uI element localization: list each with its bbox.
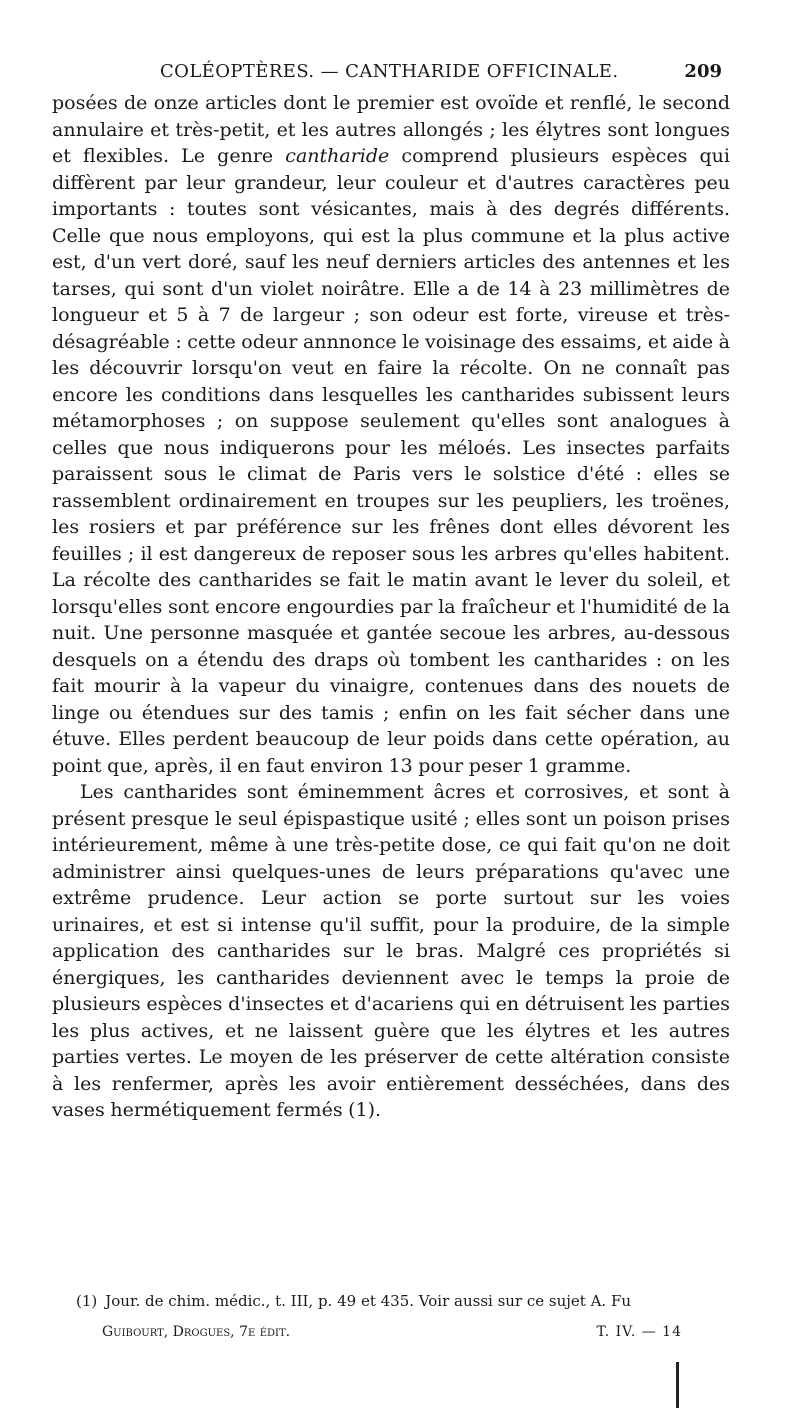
paragraph-1-part-b: comprend plusieurs espèces qui diffèrent par leur grandeur, leur couleur et d'autres caractères peu importants : toutes sont vésicantes, mais à des degrés différents. Celle que nous employons, qui est la plus commune et la plus active est, d'un vert doré, sauf les neuf derniers articles des antennes et les tarses, qui sont d'un violet noirâtre. Elle a de 14 à 23 millimètres de longueur et 5 à 7 de largeur ; son odeur est forte, vireuse et très-désagréable : cette odeur annnonce le voisinage des essaims, et aide à les découvrir lorsqu'on veut en faire la récolte. On ne connaît pas encore les conditions dans lesquelles les cantharides subissent leurs métamorphoses ; on suppose seulement qu'elles sont analogues à celles que nous indiquerons pour les méloés. Les insectes parfaits paraissent sous le climat de Paris vers le solstice d'été : elles se rassemblent ordinairement en troupes sur les peupliers, les troënes, les rosiers et par préférence sur les frênes dont elles dévorent les feuilles ; il est dangereux de reposer sous les arbres qu'elles habitent. La récolte des cantharides se fait le matin avant le lever du soleil, et lorsqu'elles sont encore engourdies par la fraîcheur et l'humidité de la nuit. Une personne masquée et gantée secoue les arbres, au-dessous desquels on a étendu des draps où tombent les cantharides : on les fait mourir à la vapeur du vinaigre, contenues dans des nouets de linge ou étendues sur des tamis ; enfin on les fait sécher dans une étuve. Elles perdent beaucoup de leur poids dans cette opération, au point que, après, il en faut environ 13 pour peser 1 gramme. [52, 145, 730, 777]
signature-line [102, 1324, 702, 1344]
footnote [76, 1292, 756, 1310]
page-number: 209 [684, 61, 722, 82]
body-text [52, 90, 730, 1124]
footnote-text: Jour. de chim. médic., t. III, p. 49 et 435. Voir aussi sur ce sujet A. Fu [105, 1292, 632, 1310]
footnote-marker: (1) [76, 1292, 98, 1310]
signature-right: T. IV. — 14 [596, 1324, 682, 1340]
signature-left: Guibourt, Drogues, 7e édit. [102, 1324, 291, 1340]
paragraph-2: Les cantharides sont éminemment âcres et corrosives, et sont à présent presque le seul épispastique usité ; elles sont un poison prises intérieurement, même à une très-petite dose, ce qui fait qu'on ne doit administrer ainsi quelques-unes de leurs préparations qu'avec une extrême prudence. Leur action se porte surtout sur les voies urinaires, et est si intense qu'il suffit, pour la produire, de la simple application des cantharides sur le bras. Malgré ces propriétés si énergiques, les cantharides deviennent avec le temps la proie de plusieurs espèces d'insectes et d'acariens qui en détruisent les parties les plus actives, et ne laissent guère que les élytres et les autres parties vertes. Le moyen de les préserver de cette altération consiste à les renfermer, après les avoir entièrement desséchées, dans des vases hermétiquement fermés (1). [52, 781, 730, 1121]
paragraph-1-part-a: posées de onze articles dont le premier est ovoïde et renflé, le second annulaire et très-petit, et les autres allongés ; les élytres sont longues et flexibles. Le genre [52, 92, 730, 167]
genus-name-italic: cantharide [285, 145, 390, 167]
running-title: COLÉOPTÈRES. — CANTHARIDE OFFICINALE. [160, 61, 619, 82]
paragraph-1 [52, 90, 730, 779]
scan-mark [676, 1362, 679, 1408]
page-header [52, 61, 732, 83]
